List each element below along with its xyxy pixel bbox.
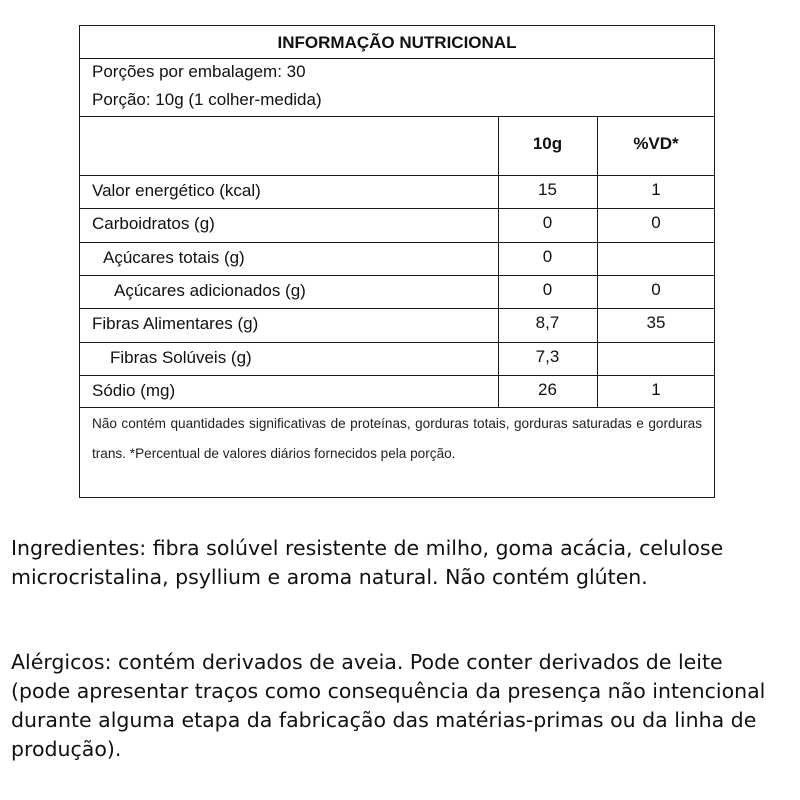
row-amount: 7,3	[535, 347, 560, 366]
row-amount: 0	[542, 280, 553, 299]
row-dv: 35	[646, 313, 666, 332]
table-row	[80, 376, 714, 409]
ingredients-text: Ingredientes: fibra solúvel resistente de milho, goma acácia, celulose microcristalina, psyllium e aroma natural. Não contém glúten.	[11, 536, 724, 589]
row-label: Fibras Solúveis (g)	[110, 348, 252, 367]
table-row	[80, 243, 714, 276]
table-title: INFORMAÇÃO NUTRICIONAL	[277, 33, 517, 52]
row-label: Valor energético (kcal)	[92, 181, 261, 200]
divider	[597, 242, 714, 243]
row-amount: 0	[542, 213, 553, 232]
row-dv: 1	[651, 380, 661, 399]
row-label: Açúcares totais (g)	[103, 248, 245, 267]
table-row	[80, 276, 714, 309]
column-header-amount: 10g	[532, 134, 563, 153]
table-row	[80, 209, 714, 242]
divider	[80, 407, 714, 408]
serving-size: Porção: 10g (1 colher-medida)	[92, 90, 322, 109]
table-footnote: Não contém quantidades significativas de proteínas, gorduras totais, gorduras saturadas e gorduras trans. *Percentual de valores diários fornecidos pela porção.	[92, 416, 702, 461]
table-row	[80, 176, 714, 209]
row-label: Açúcares adicionados (g)	[114, 281, 306, 300]
row-amount: 0	[542, 247, 553, 266]
table-row	[80, 343, 714, 376]
servings-per-package: Porções por embalagem: 30	[92, 62, 306, 81]
row-amount: 26	[538, 380, 557, 399]
allergens-text: Alérgicos: contém derivados de aveia. Pode conter derivados de leite (pode apresentar traços como consequência da presença não intencional durante alguma etapa da fabricação das matérias-primas ou da linha de produção).	[11, 650, 766, 761]
divider	[80, 58, 714, 59]
row-dv: 0	[651, 213, 661, 232]
row-label: Fibras Alimentares (g)	[92, 314, 259, 333]
row-amount: 15	[538, 180, 557, 199]
row-label: Sódio (mg)	[92, 381, 176, 400]
row-dv: 1	[651, 180, 661, 199]
column-header-dv: %VD*	[633, 134, 679, 153]
table-row	[80, 309, 714, 342]
divider	[80, 116, 714, 117]
nutrition-facts-table	[79, 25, 715, 498]
row-label: Carboidratos (g)	[92, 214, 215, 233]
row-amount: 8,7	[535, 313, 560, 332]
row-dv: 0	[651, 280, 661, 299]
